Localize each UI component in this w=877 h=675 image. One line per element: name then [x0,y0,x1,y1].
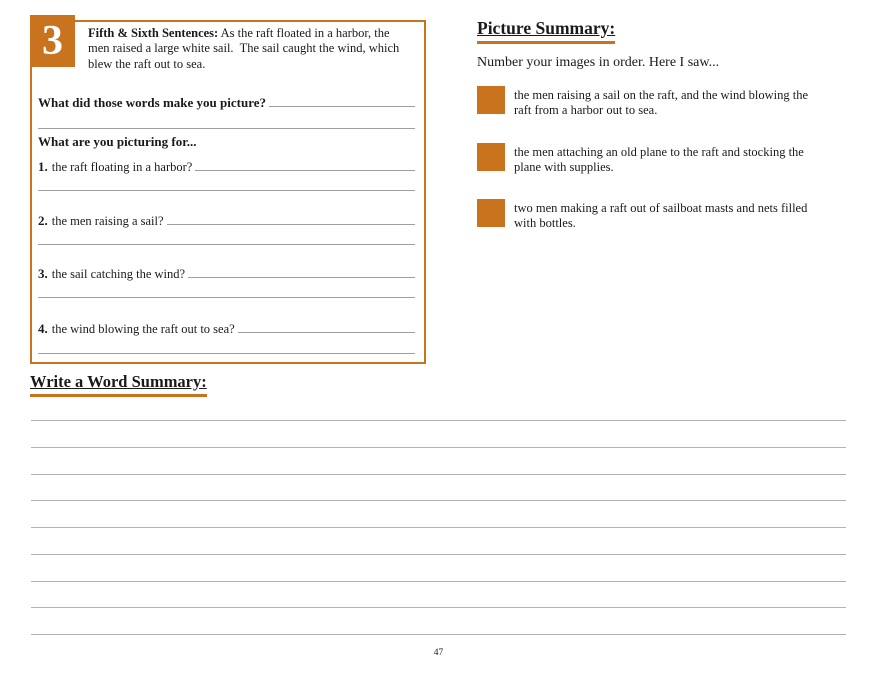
page-number: 47 [433,648,444,658]
picture-summary-option-1 [477,86,849,119]
order-number-box-3[interactable] [477,199,505,227]
answer-line-item-3b[interactable] [38,297,415,298]
exercise-number-badge: 3 [30,15,75,67]
item-number: 3. [38,266,48,281]
option-text: two men making a raft out of sailboat masts and nets filled with bottles. [514,201,808,231]
exercise-item-1 [38,158,415,198]
option-text: the men attaching an old plane to the raft and stocking the plane with supplies. [514,144,804,174]
exercise-box [30,20,426,364]
answer-line-item-2b[interactable] [38,244,415,245]
answer-line-item-1b[interactable] [38,190,415,191]
answer-line-item-1[interactable] [195,158,415,171]
item-text: the men raising a sail? [51,214,164,228]
order-number-box-1[interactable] [477,86,505,114]
item-number: 1. [38,159,48,174]
writing-line[interactable] [31,474,846,475]
exercise-prompt-label: Fifth & Sixth Sentences: [88,26,219,40]
writing-line[interactable] [31,634,846,635]
answer-line-item-4b[interactable] [38,353,415,354]
picture-summary-option-2 [477,143,849,176]
exercise-prompt-text: As the raft floated in a harbor, the men raised a large white sail. The sail caught the wind, which blew the raft out to sea. [88,26,403,71]
item-number: 2. [38,213,48,228]
word-summary-title: Write a Word Summary: [30,372,207,397]
question-picture-label: What did those words make you picture? [38,95,267,110]
writing-line[interactable] [31,554,846,555]
writing-line[interactable] [31,581,846,582]
exercise-item-2 [38,212,415,252]
picture-summary-section [477,18,849,256]
option-text: the men raising a sail on the raft, and the wind blowing the raft from a harbor out to sea. [514,88,809,118]
picture-summary-instruction: Number your images in order. Here I saw... [477,55,720,70]
answer-line-picture[interactable] [269,94,415,107]
writing-line[interactable] [31,500,846,501]
order-number-box-2[interactable] [477,143,505,171]
answer-line-picture-2[interactable] [38,128,415,129]
answer-line-item-2[interactable] [167,212,415,225]
picture-summary-options [477,86,849,232]
picture-summary-title: Picture Summary: [477,18,615,44]
item-text: the wind blowing the raft out to sea? [51,322,235,336]
writing-line[interactable] [31,420,846,421]
picture-summary-option-3 [477,199,849,232]
item-number: 4. [38,321,48,336]
question-picturing-for-label: What are you picturing for... [38,134,197,149]
exercise-item-3 [38,265,415,305]
exercise-prompt [88,26,412,72]
item-text: the sail catching the wind? [51,267,186,281]
exercise-item-4 [38,320,415,360]
writing-line[interactable] [31,607,846,608]
question-picture-row [38,94,415,111]
writing-line[interactable] [31,527,846,528]
answer-line-item-3[interactable] [188,265,415,278]
answer-line-item-4[interactable] [238,320,415,333]
item-text: the raft floating in a harbor? [51,160,193,174]
word-summary-writing-lines[interactable] [31,420,846,636]
writing-line[interactable] [31,447,846,448]
